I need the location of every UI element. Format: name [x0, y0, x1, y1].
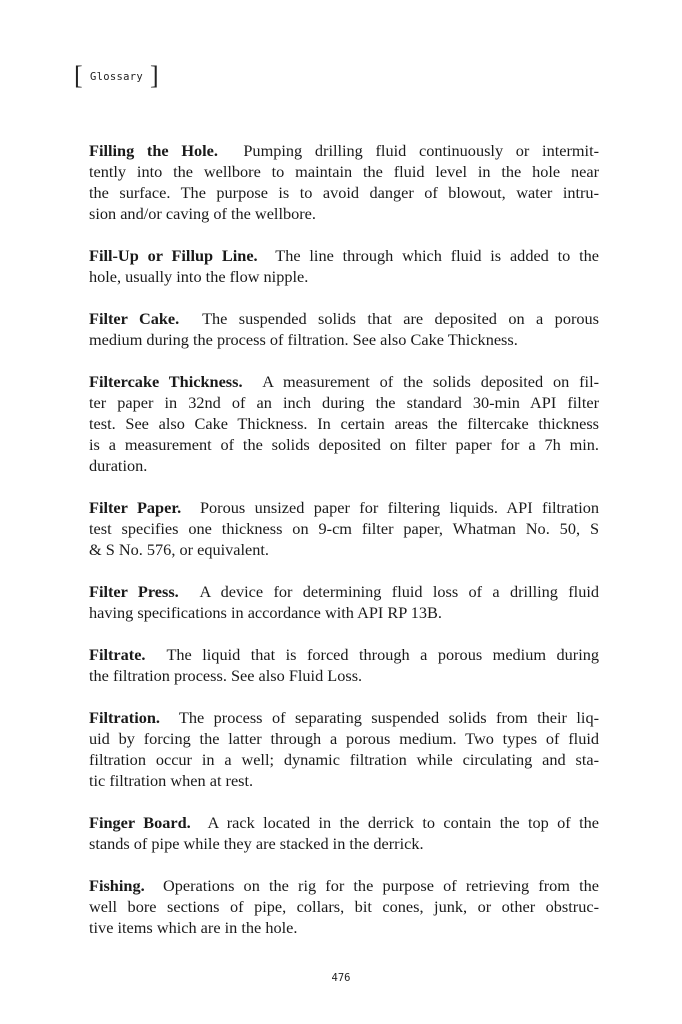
definition-line: The suspended solids that are deposited on a porous	[202, 309, 599, 328]
entry-line	[89, 308, 599, 329]
entry-line	[89, 875, 599, 896]
definition-line: test specifies one thickness on 9-cm filter paper, Whatman No. 50, S	[89, 519, 599, 538]
glossary-term: Finger Board.	[89, 813, 191, 832]
page-number: 476	[331, 972, 351, 984]
definition-line: Porous unsized paper for filtering liquids. API filtration	[199, 498, 600, 517]
entry-line	[89, 644, 599, 665]
entry-line	[89, 140, 599, 161]
entry-line	[89, 581, 599, 602]
definition-line: The liquid that is forced through a porous medium during	[166, 645, 600, 664]
definition-line: having specifications in accordance with API RP 13B.	[89, 603, 442, 622]
entry-line	[89, 812, 599, 833]
running-head	[74, 61, 159, 90]
entry-line	[89, 497, 599, 518]
glossary-entry	[89, 812, 599, 854]
glossary-term: Fill-Up or Fillup Line.	[89, 246, 258, 265]
definition-line: tive items which are in the hole.	[89, 918, 298, 937]
running-head-close-bracket: ]	[149, 61, 159, 90]
glossary-entry	[89, 581, 599, 623]
definition-line: A rack located in the derrick to contain the top of the	[207, 813, 600, 832]
glossary-entries	[89, 140, 599, 959]
definition-line: ter paper in 32nd of an inch during the standard 30-min API filter	[89, 393, 599, 412]
definition-line: Pumping drilling fluid continuously or intermit-	[243, 141, 600, 160]
definition-line: is a measurement of the solids deposited on filter paper for a 7h min.	[89, 435, 599, 454]
definition-line: the filtration process. See also Fluid Loss.	[89, 666, 363, 685]
entry-line	[89, 707, 599, 728]
definition-line: test. See also Cake Thickness. In certain areas the filtercake thickness	[89, 414, 599, 433]
glossary-entry	[89, 707, 599, 791]
definition-line: medium during the process of filtration. See also Cake Thickness.	[89, 330, 518, 349]
definition-line: stands of pipe while they are stacked in the derrick.	[89, 834, 424, 853]
definition-line: The process of separating suspended solids from their liq-	[178, 708, 600, 727]
glossary-term: Filtration.	[89, 708, 160, 727]
running-head-label: Glossary	[89, 71, 143, 83]
glossary-entry	[89, 140, 599, 224]
definition-line: A device for determining fluid loss of a drilling fluid	[199, 582, 599, 601]
definition-line: The line through which fluid is added to the	[275, 246, 600, 265]
glossary-entry	[89, 875, 599, 938]
definition-line: hole, usually into the flow nipple.	[89, 267, 309, 286]
definition-line: duration.	[89, 456, 148, 475]
definition-line: tently into the wellbore to maintain the fluid level in the hole near	[89, 162, 599, 181]
glossary-term: Filter Press.	[89, 582, 179, 601]
definition-line: uid by forcing the latter through a porous medium. Two types of fluid	[89, 729, 599, 748]
glossary-term: Filtercake Thickness.	[89, 372, 243, 391]
glossary-entry	[89, 245, 599, 287]
definition-line: sion and/or caving of the wellbore.	[89, 204, 316, 223]
glossary-entry	[89, 644, 599, 686]
glossary-entry	[89, 308, 599, 350]
glossary-term: Filter Cake.	[89, 309, 180, 328]
glossary-entry	[89, 497, 599, 560]
entry-line	[89, 245, 599, 266]
glossary-term: Filling the Hole.	[89, 141, 218, 160]
definition-line: tic filtration when at rest.	[89, 771, 254, 790]
entry-line	[89, 371, 599, 392]
definition-line: A measurement of the solids deposited on fil-	[262, 372, 600, 391]
definition-line: Operations on the rig for the purpose of retrieving from the	[162, 876, 599, 895]
definition-line: & S No. 576, or equivalent.	[89, 540, 269, 559]
glossary-term: Filtrate.	[89, 645, 146, 664]
definition-line: filtration occur in a well; dynamic filtration while circulating and sta-	[89, 750, 599, 769]
glossary-term: Filter Paper.	[89, 498, 182, 517]
running-head-open-bracket: [	[74, 61, 83, 90]
definition-line: well bore sections of pipe, collars, bit cones, junk, or other obstruc-	[89, 897, 599, 916]
definition-line: the surface. The purpose is to avoid danger of blowout, water intru-	[89, 183, 599, 202]
glossary-term: Fishing.	[89, 876, 145, 895]
glossary-entry	[89, 371, 599, 476]
